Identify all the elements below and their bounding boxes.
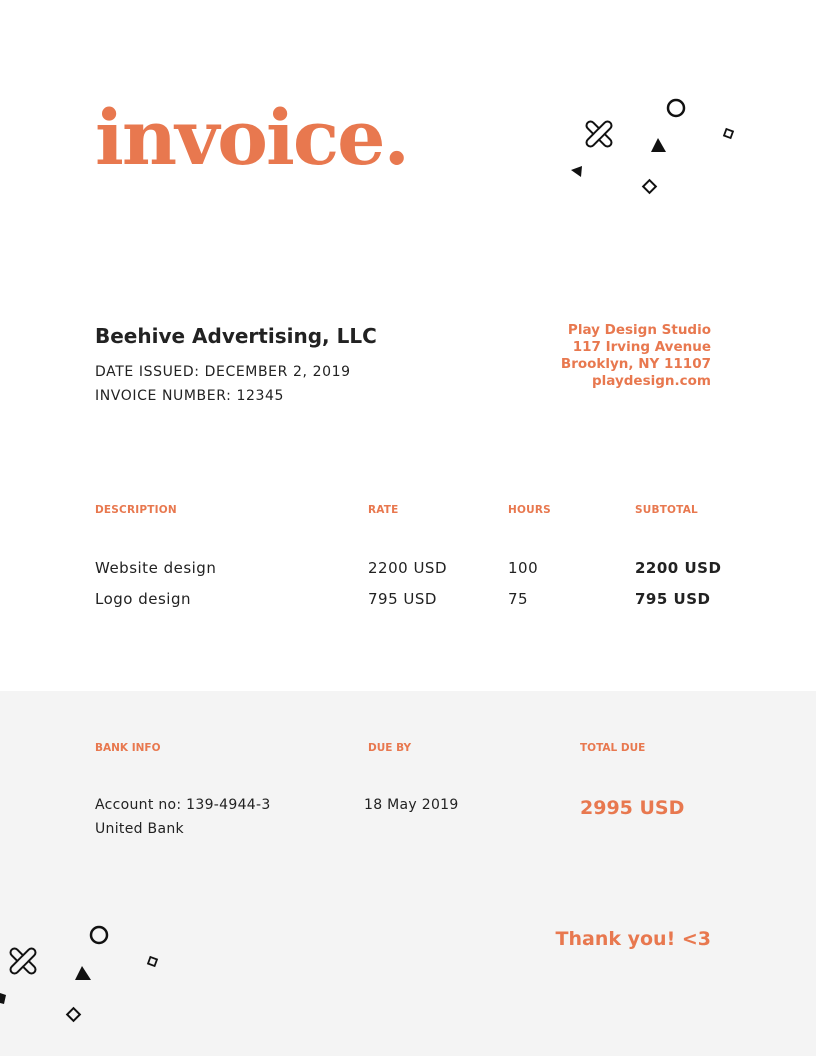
- total-due-label: TOTAL DUE: [580, 742, 646, 754]
- diamond-icon: [67, 1008, 80, 1021]
- row-rate: 795 USD: [368, 590, 437, 608]
- triangle-icon: [0, 993, 6, 1004]
- date-issued: DATE ISSUED: DECEMBER 2, 2019: [95, 364, 351, 380]
- bank-info-label: BANK INFO: [95, 742, 161, 754]
- decoration-cluster-bottom: [0, 915, 180, 1035]
- studio-name: Play Design Studio: [567, 322, 711, 338]
- client-name: Beehive Advertising, LLC: [95, 324, 377, 348]
- row-rate: 2200 USD: [368, 559, 447, 577]
- triangle-icon: [571, 166, 582, 177]
- header-description: DESCRIPTION: [95, 504, 177, 516]
- header-subtotal: SUBTOTAL: [635, 504, 698, 516]
- row-description: Logo design: [95, 590, 191, 608]
- studio-website: playdesign.com: [591, 373, 711, 389]
- account-number: Account no: 139-4944-3: [95, 797, 271, 813]
- decoration-cluster-top: [560, 90, 760, 210]
- row-subtotal: 2200 USD: [635, 559, 722, 577]
- header-rate: RATE: [368, 504, 399, 516]
- due-by-label: DUE BY: [368, 742, 412, 754]
- circle-icon: [91, 927, 107, 943]
- circle-icon: [668, 100, 684, 116]
- bank-name: United Bank: [95, 821, 184, 837]
- diamond-icon: [643, 180, 656, 193]
- studio-street: 117 Irving Avenue: [572, 339, 711, 355]
- row-description: Website design: [95, 559, 217, 577]
- triangle-icon: [651, 138, 666, 152]
- invoice-title: invoice.: [95, 93, 408, 182]
- square-icon: [724, 129, 733, 138]
- cross-icon: [576, 111, 621, 156]
- row-subtotal: 795 USD: [635, 590, 711, 608]
- row-hours: 75: [508, 590, 529, 608]
- studio-city: Brooklyn, NY 11107: [560, 356, 711, 372]
- triangle-icon: [75, 966, 91, 980]
- total-due-value: 2995 USD: [580, 797, 685, 819]
- thank-you-note: Thank you! <3: [555, 928, 711, 950]
- studio-address: [561, 322, 711, 390]
- header-hours: HOURS: [508, 504, 551, 516]
- cross-icon: [0, 938, 45, 983]
- row-hours: 100: [508, 559, 539, 577]
- square-icon: [148, 957, 157, 966]
- invoice-number: INVOICE NUMBER: 12345: [95, 388, 285, 404]
- due-date: 18 May 2019: [364, 797, 459, 813]
